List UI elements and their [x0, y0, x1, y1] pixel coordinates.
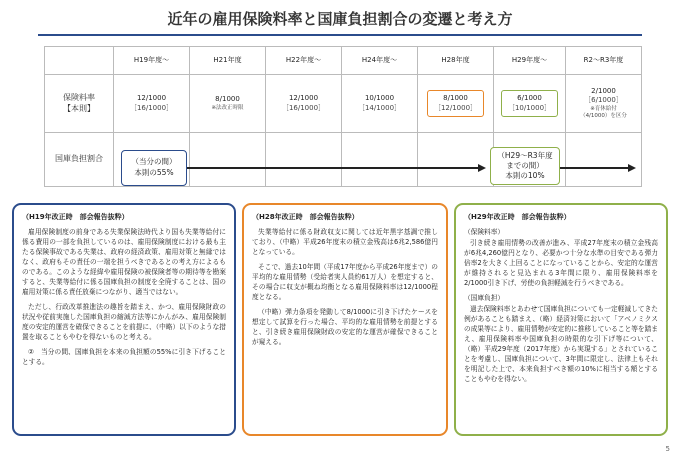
panel-paragraph: 雇用保険制度の前身である失業保険法時代より国も失業等給付に係る費用の一部を負担しているのは、雇用保険制度における最も主たる保険事故である失業は、政府の経済政策、雇用対策と無縁ではなく、政府もその責任の一端を担うべきであるとの考え方によるものである。このような経緯や雇用保険の被保険者等の期待等を勘案すると、失業等給付に係る国庫負担の制度を全廃することは、国の雇用対策に係る責任放棄につながり、適当ではない。: [22, 227, 226, 296]
rate-highlight-orange: [427, 90, 484, 117]
title-underline: [38, 34, 642, 36]
panel-subheading: （国庫負担）: [464, 293, 505, 302]
header-cell: H21年度: [190, 47, 266, 75]
page-title: 近年の雇用保険料率と国庫負担割合の変遷と考え方: [167, 10, 513, 28]
panel-subheading: （保険料率）: [464, 227, 505, 236]
panel-title: （H28年改正時 部会報告抜粋）: [252, 213, 359, 221]
share-box-line: までの間）: [506, 161, 544, 171]
rate-base: ［14/1000］: [357, 103, 402, 112]
header-cell: H29年度～: [494, 47, 566, 75]
rate-value: 6/1000: [517, 94, 542, 103]
rate-cell: [566, 75, 642, 133]
share-cell: [418, 133, 494, 187]
panel-paragraph: ただし、行政改革推進法の趣旨を踏まえ、かつ、雇用保険財政の状況や従前実施した国庫負担の縮減方法等にかんがみ、雇用保険制度の安定的運営を確保できることを前提に、（中略）以下のような措置を取ることもやむを得ないものと考える。: [22, 302, 226, 341]
rate-label-sub: 【本則】: [63, 103, 95, 113]
share-box-line: （当分の間）: [131, 157, 177, 166]
table-header-row: [45, 47, 642, 75]
rate-base: ［12/1000］: [433, 103, 478, 112]
rate-cell: [494, 75, 566, 133]
arrow-head-icon: [478, 164, 486, 172]
rate-row-label: [45, 75, 114, 133]
rate-value: 8/1000: [215, 95, 240, 104]
rate-highlight-green: [501, 90, 558, 117]
page-number: 5: [665, 445, 670, 453]
rate-note: （4/1000）を区分: [580, 112, 627, 119]
rate-cell: [342, 75, 418, 133]
panel-paragraph: 過去保険料率とあわせて国庫負担についても一定軽減してきた例があることも踏まえ、（略）経済対策において「アベノミクスの成果等により、雇用情勢が安定的に推移していること等を踏まえ、雇用保険料率や国庫負担の時限的な引下げ等について、（略）平成29年度（2017年度）から実現する」とされていることを考慮し、国庫負担について、3年間に限定し、法律上もそれを明記した上で、本来負担すべき額の10%に相当する額とすることもやむを得ない。: [464, 304, 658, 384]
share-box-55: [121, 150, 187, 186]
rate-cell: [266, 75, 342, 133]
share-row-label: 国庫負担割合: [45, 133, 114, 187]
rate-value: 12/1000: [288, 94, 319, 103]
panel-paragraph: （中略）弾力条項を発動して8/1000に引き下げたケースを想定して試算を行った場合、平均的な雇用情勢を前提とすると、引き続き雇用保険財政の安定的な運営が確保できることが窺える。: [252, 307, 438, 346]
header-cell: H24年度～: [342, 47, 418, 75]
header-cell: H19年度～: [114, 47, 190, 75]
arrow-head-icon: [628, 164, 636, 172]
rate-base: ［6/1000］: [584, 96, 623, 105]
share-arrow-line: [560, 167, 630, 169]
rate-base: ［16/1000］: [281, 103, 326, 112]
header-cell: R2～R3年度: [566, 47, 642, 75]
share-box-line: 本則の55%: [134, 167, 174, 177]
rate-cell: [418, 75, 494, 133]
share-box-line: （H29～R3年度: [497, 151, 553, 160]
panel-title: （H19年改正時 部会報告抜粋）: [22, 213, 129, 221]
panel-title: （H29年改正時 部会報告抜粋）: [464, 213, 571, 221]
rate-base: ［16/1000］: [129, 103, 174, 112]
share-box-10: [490, 147, 560, 185]
header-empty-cell: [45, 47, 114, 75]
header-cell: H28年度: [418, 47, 494, 75]
panel-paragraph: そこで、過去10年間（平成17年度から平成26年度まで）の平均的な雇用情勢（受給者実人員約61万人）を想定すると、その場合に収支が概ね均衡となる雇用保険料率は12/1000程度となる。: [252, 262, 438, 301]
header-cell: H22年度～: [266, 47, 342, 75]
share-cell: [342, 133, 418, 187]
panel-h28: [242, 203, 448, 436]
share-arrow-line: [187, 167, 479, 169]
share-cell: [190, 133, 266, 187]
rate-value: 12/1000: [136, 94, 167, 103]
panel-h29: [454, 203, 668, 436]
rate-row: [45, 75, 642, 133]
panel-paragraph: 失業等給付に係る財政収支に関しては近年黒字基調で推しており、（中略）平成26年度末の積立金残高は6兆2,586億円となっている。: [252, 227, 438, 256]
rate-value: 8/1000: [443, 94, 468, 103]
rate-note: ※育休給付: [590, 105, 617, 112]
rate-cell: [114, 75, 190, 133]
share-cell: [566, 133, 642, 187]
panel-paragraph: ② 当分の間、国庫負担を本来の負担額の55%に引き下げることとする。: [22, 348, 226, 367]
rate-base: ［10/1000］: [507, 103, 552, 112]
rate-value: 10/1000: [364, 94, 395, 103]
share-box-line: 本則の10%: [505, 171, 545, 181]
share-cell: [266, 133, 342, 187]
panel-h19: [12, 203, 236, 436]
panel-paragraph: 引き続き雇用情勢の改善が進み、平成27年度末の積立金残高が6兆4,260億円となり、必要かつ十分な水準の目安である弾力倍率2を大きく上回ることになっていることから、安定的な運営が維持されると見込まれる3年間に限り、雇用保険料率を2/1000引き下げ、労使の負担軽減を行うべきである。: [464, 238, 658, 287]
rate-label: 保険料率: [63, 92, 95, 102]
rate-note: ※法改正時限: [211, 104, 244, 111]
rate-value: 2/1000: [591, 86, 616, 95]
rate-cell: [190, 75, 266, 133]
